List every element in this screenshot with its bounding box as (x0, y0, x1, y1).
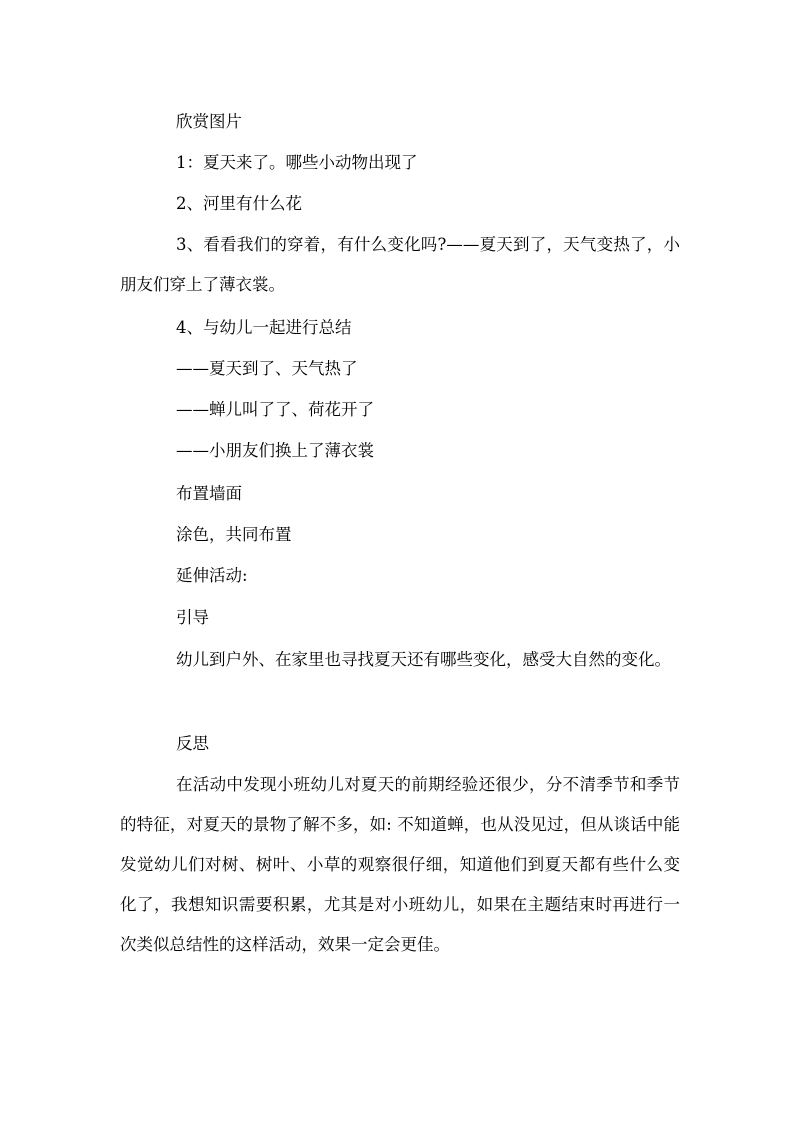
paragraph-appreciate-pictures: 欣赏图片 (176, 112, 242, 131)
paragraph-coloring: 涂色，共同布置 (176, 525, 292, 544)
paragraph-summary-line-2: ——蝉儿叫了了、荷花开了 (176, 400, 374, 419)
paragraph-decorate-wall: 布置墙面 (176, 484, 242, 503)
paragraph-summary-4: 4、与幼儿一起进行总结 (176, 318, 352, 337)
paragraph-guide-content: 幼儿到户外、在家里也寻找夏天还有哪些变化，感受大自然的变化。 (176, 650, 671, 669)
paragraph-extension-activity: 延伸活动: (176, 566, 248, 585)
paragraph-question-3: 3、看看我们的穿着，有什么变化吗?——夏天到了，天气变热了，小朋友们穿上了薄衣裳。 (120, 235, 680, 294)
paragraph-reflection-heading: 反思 (176, 734, 209, 753)
paragraph-question-1: 1：夏天来了。哪些小动物出现了 (176, 153, 418, 172)
paragraph-question-2: 2、河里有什么花 (176, 194, 302, 213)
paragraph-reflection-content: 在活动中发现小班幼儿对夏天的前期经验还很少，分不清季节和季节的特征，对夏天的景物了解不多，如: 不知道蝉，也从没见过，但从谈话中能发觉幼儿们对树、树叶、小草的观察很仔细，知道他们到夏天都有些什么变化了，我想知识需要积累，尤其是对小班幼儿，如果在主题结束时再进行一次类似总结性的这样活动，效果一定会更佳。 (120, 775, 680, 954)
paragraph-summary-line-1: ——夏天到了、天气热了 (176, 359, 358, 378)
paragraph-summary-line-3: ——小朋友们换上了薄衣裳 (176, 441, 374, 460)
paragraph-guide: 引导 (176, 608, 209, 627)
